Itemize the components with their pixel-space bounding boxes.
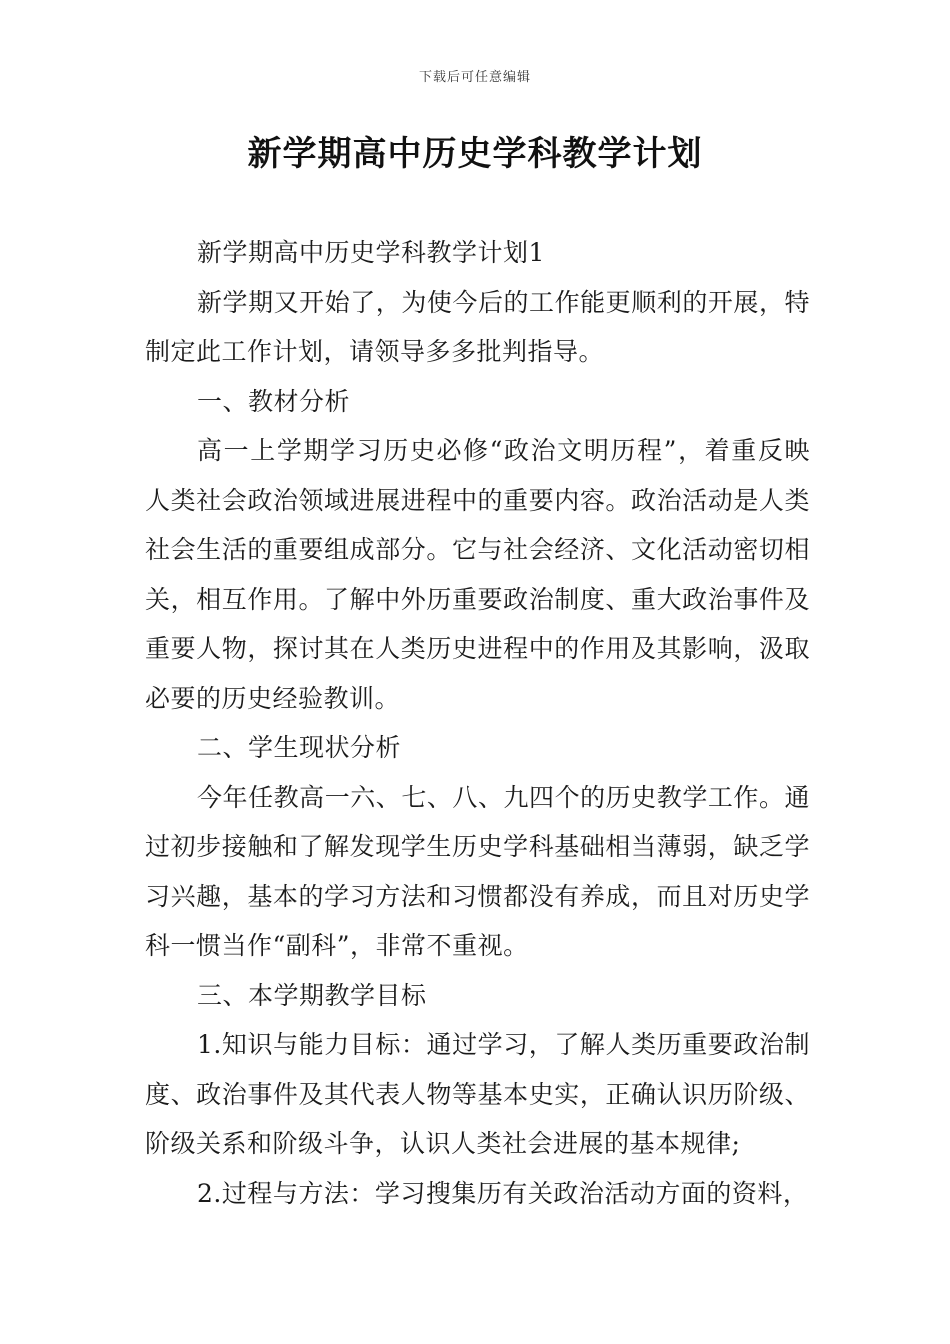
textbook-analysis-paragraph: 高一上学期学习历史必修“政治文明历程”，着重反映人类社会政治领域进展进程中的重要内容。政治活动是人类社会生活的重要组成部分。它与社会经济、文化活动密切相关，相互作用。了解中外历重要政治制度、重大政治事件及重要人物，探讨其在人类历史进程中的作用及其影响，汲取必要的历史经验教训。 [145,436,810,713]
subtitle-paragraph: 新学期高中历史学科教学计划1 [197,238,545,267]
document-body [145,228,810,1218]
section-heading-teaching-goals: 三、本学期教学目标 [197,980,427,1010]
student-analysis-paragraph: 今年任教高一六、七、八、九四个的历史教学工作。通过初步接触和了解发现学生历史学科基础相当薄弱，缺乏学习兴趣，基本的学习方法和习惯都没有养成，而且对历史学科一惯当作“副科”，非常不重视。 [145,782,810,960]
header-note: 下载后可任意编辑 [418,70,531,85]
section-heading-student-analysis: 二、学生现状分析 [197,733,402,762]
goal-knowledge-paragraph: 1.知识与能力目标：通过学习，了解人类历重要政治制度、政治事件及其代表人物等基本史实，正确认识历阶级、阶级关系和阶级斗争，认识人类社会进展的基本规律; [145,1030,810,1158]
document-title: 新学期高中历史学科教学计划 [247,134,703,174]
goal-process-paragraph: 2.过程与方法：学习搜集历有关政治活动方面的资料， [197,1178,809,1208]
section-heading-textbook-analysis: 一、教材分析 [197,386,351,416]
intro-paragraph: 新学期又开始了，为使今后的工作能更顺利的开展，特制定此工作计划，请领导多多批判指导。 [145,287,810,366]
